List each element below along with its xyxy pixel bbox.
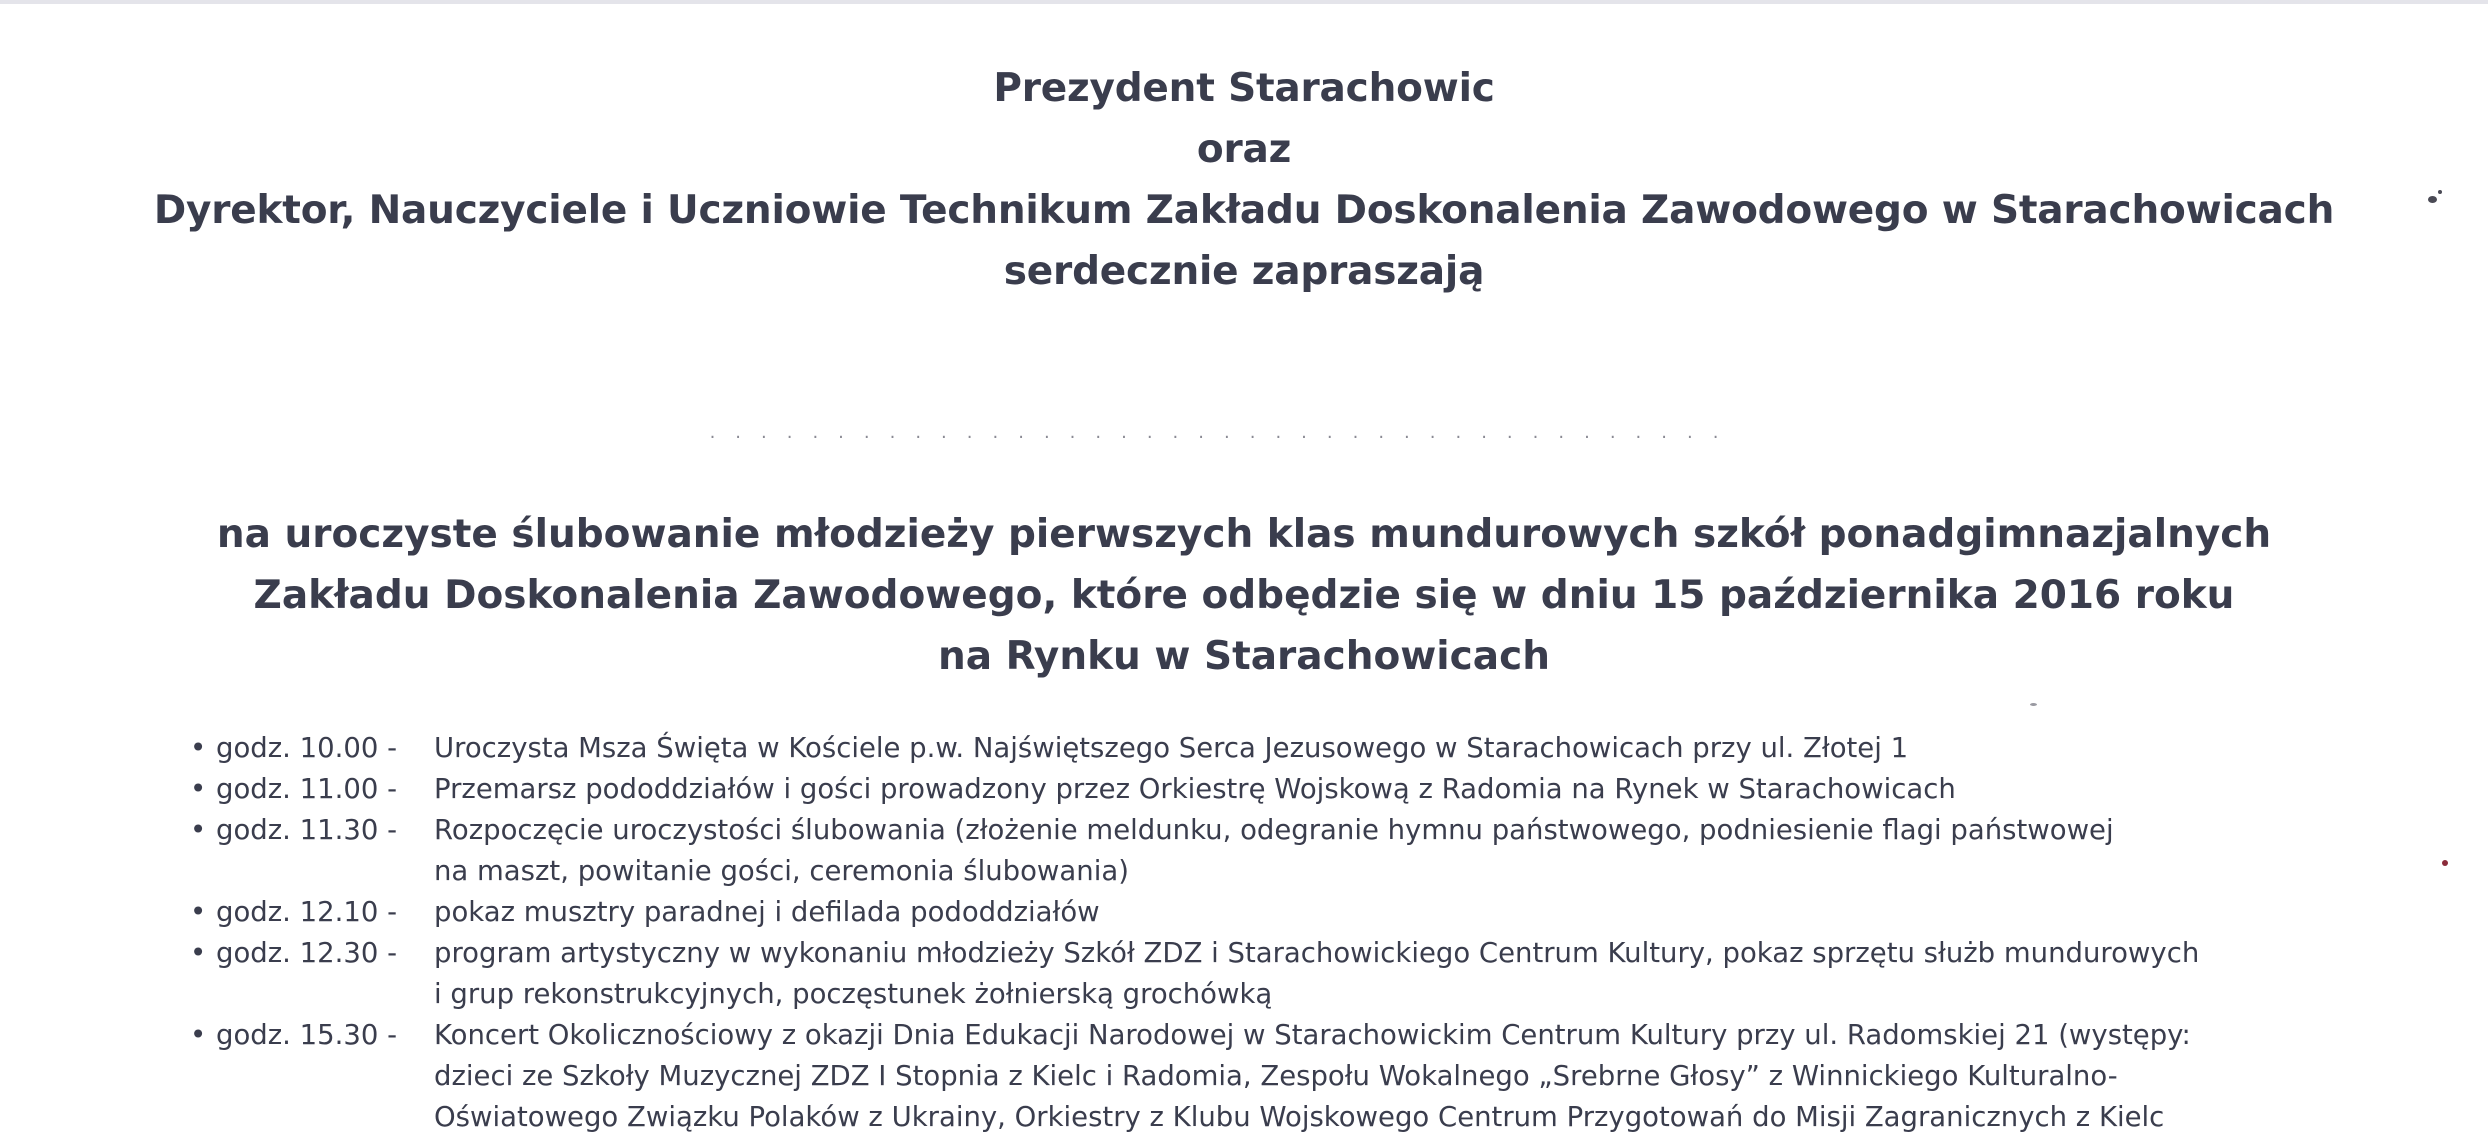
bullet-icon: • [190, 896, 207, 928]
program-item [190, 810, 2390, 892]
invitation-header [0, 58, 2488, 302]
bullet-icon: • [190, 1019, 207, 1051]
event-program [190, 728, 2390, 1138]
program-item [190, 892, 2390, 933]
event-title-line: Zakładu Doskonalenia Zawodowego, które odbędzie się w dniu 15 października 2016 roku [253, 573, 2235, 618]
program-time: godz. 12.10 - [216, 896, 398, 928]
event-title-line: na uroczyste ślubowanie młodzieży pierwszych klas mundurowych szkół ponadgimnazjalnych [216, 512, 2272, 557]
program-description: Uroczysta Msza Święta w Kościele p.w. Najświętszego Serca Jezusowego w Starachowicach przy ul. Złotej 1 [434, 732, 1909, 764]
program-description: Rozpoczęcie uroczystości ślubowania (złożenie meldunku, odegranie hymnu państwowego, podniesienie flagi państwowej [434, 814, 2114, 846]
event-location: na Rynku w Starachowicach [937, 634, 1550, 679]
program-description: Przemarsz pododdziałów i gości prowadzony przez Orkiestrę Wojskową z Radomia na Rynek w Starachowicach [434, 773, 1956, 805]
bullet-icon: • [190, 814, 207, 846]
program-description: dzieci ze Szkoły Muzycznej ZDZ I Stopnia z Kielc i Radomia, Zespołu Wokalnego „Srebrne Głosy” z Winnickiego Kulturalno- [434, 1060, 2118, 1092]
program-item [190, 728, 2390, 769]
bullet-icon: • [190, 773, 207, 805]
event-title [0, 504, 2488, 687]
program-item [190, 933, 2390, 1015]
invite-phrase: serdecznie zapraszają [1003, 249, 1485, 294]
dotted-divider: ........................................ [709, 422, 1739, 442]
scan-speck [2442, 860, 2448, 866]
program-description: pokaz musztry paradnej i defilada pododdziałów [434, 896, 1100, 928]
program-time: godz. 12.30 - [216, 937, 398, 969]
conjunction: oraz [1196, 127, 1292, 172]
host-school: Dyrektor, Nauczyciele i Uczniowie Technikum Zakładu Doskonalenia Zawodowego w Starachowicach [153, 188, 2335, 233]
program-item [190, 769, 2390, 810]
program-description: program artystyczny w wykonaniu młodzieży Szkół ZDZ i Starachowickiego Centrum Kultury, pokaz sprzętu służb mundurowych [434, 937, 2200, 969]
scan-speck [2030, 703, 2037, 706]
host-mayor: Prezydent Starachowic [993, 66, 1495, 111]
bullet-icon: • [190, 937, 207, 969]
program-time: godz. 15.30 - [216, 1019, 398, 1051]
program-description: Koncert Okolicznościowy z okazji Dnia Edukacji Narodowej w Starachowickim Centrum Kultury przy ul. Radomskiej 21 (występy: [434, 1019, 2191, 1051]
program-time: godz. 10.00 - [216, 732, 398, 764]
program-description: Oświatowego Związku Polaków z Ukrainy, Orkiestry z Klubu Wojskowego Centrum Przygotowań do Misji Zagranicznych z Kielc [434, 1101, 2165, 1133]
program-item [190, 1015, 2390, 1138]
program-description: i grup rekonstrukcyjnych, poczęstunek żołnierską grochówką [434, 978, 1273, 1010]
program-time: godz. 11.30 - [216, 814, 398, 846]
bullet-icon: • [190, 732, 207, 764]
program-description: na maszt, powitanie gości, ceremonia ślubowania) [434, 855, 1129, 887]
program-time: godz. 11.00 - [216, 773, 398, 805]
